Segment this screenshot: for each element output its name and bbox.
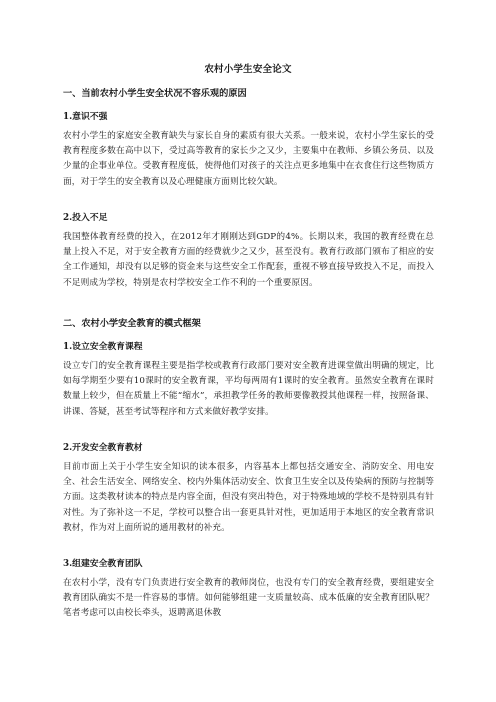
section-2-heading: 二、农村小学安全教育的模式框架	[63, 318, 201, 329]
section-2-1-body: 设立专门的安全教育课程主要是指学校或教育行政部门要对安全教育进课堂做出明确的规定，比如每学期至少要有10课时的安全教育课，平均每两周有1课时的安全教育。虽然安全教育在课时数量上较少，但在质量上不能“缩水”，承担教学任务的教师要像教授其他课程一样，按照备课、讲课、答疑，甚至考试等程序和方式来做好教学安排。	[63, 361, 434, 417]
section-1-2-body: 我国整体教育经费的投入，在2012年才刚刚达到GDP的4%。长期以来，我国的教育经费在总量上投入不足，对于安全教育方面的经费就少之又少，甚至没有。教育行政部门颁布了相应的安全工作通知，却没有以足够的资金来与这些安全工作配套，重视不够直接导致投入不足，而投入不足则成为学校，特别是农村学校安全工作不利的一个重要原因。	[63, 232, 434, 288]
section-1-1-body: 农村小学生的家庭安全教育缺失与家长自身的素质有很大关系。一般来说，农村小学生家长的受教育程度多数在高中以下，受过高等教育的家长少之又少，主要集中在教师、乡镇公务员、以及少量的企事业单位。受教育程度低，使得他们对孩子的关注点更多地集中在衣食住行这些物质方面，对于学生的安全教育以及心理健康方面则比较欠缺。	[63, 131, 434, 187]
section-1-heading: 一、当前农村小学生安全状况不容乐观的原因	[63, 88, 247, 99]
section-2-2-body: 目前市面上关于小学生安全知识的读本很多，内容基本上都包括交通安全、消防安全、用电安全、社会生活安全、网络安全、校内外集体活动安全、饮食卫生安全以及传染病的预防与控制等方面。这类教材读本的特点是内容全面，但没有突出特色，对于特殊地域的学校不是特别具有针对性。为了弥补这一不足，学校可以整合出一套更具针对性，更加适用于本地区的安全教育常识教材，作为对上面所说的通用教材的补充。	[63, 462, 434, 533]
section-1-2-heading: 2.投入不足	[63, 213, 108, 223]
section-2-3-heading: 3.组建安全教育团队	[63, 559, 143, 569]
section-2-2-heading: 2.开发安全教育教材	[63, 443, 143, 453]
section-1-1-heading: 1.意识不强	[63, 112, 108, 122]
document-title: 农村小学生安全论文	[204, 64, 292, 75]
section-2-3-body: 在农村小学，没有专门负责进行安全教育的教师岗位，也没有专门的安全教育经费，要组建安全教育团队确实不是一件容易的事情。如何能够组建一支质量较高、成本低廉的安全教育团队呢？笔者考虑可以由校长牵头，返聘离退休教	[63, 578, 434, 619]
section-2-1-heading: 1.设立安全教育课程	[63, 342, 143, 352]
